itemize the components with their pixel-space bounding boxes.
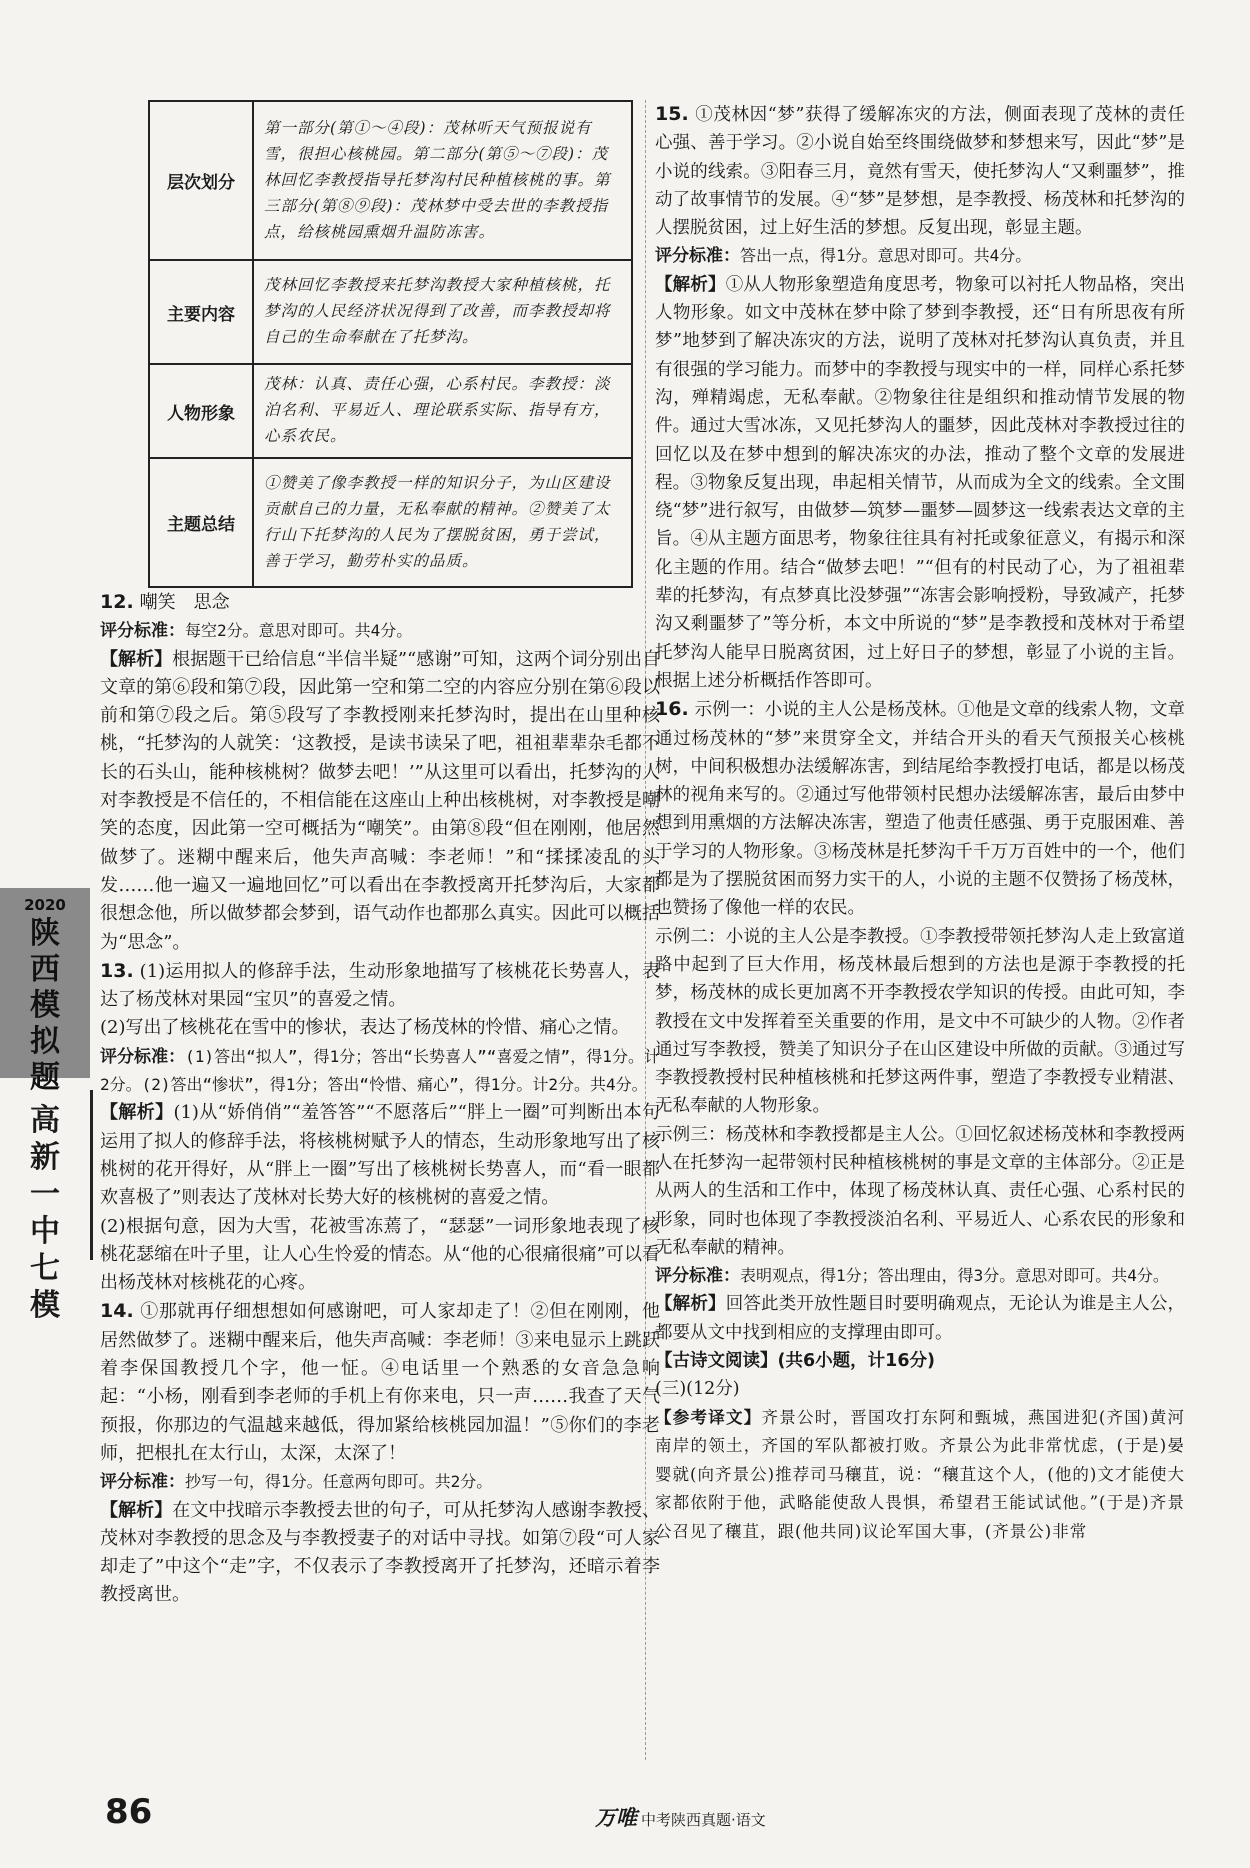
- q16-standard-label: 评分标准：: [655, 1266, 740, 1287]
- sidebar-school-text: 高新一中七模: [30, 1103, 60, 1323]
- q14-analysis-label: 【解析】: [100, 1499, 173, 1521]
- footer-title: 中考陕西真题·语文: [641, 1811, 766, 1829]
- q12-number: 12.: [100, 591, 134, 613]
- sidebar-rule: [90, 1090, 93, 1260]
- q16-example-2: 示例二：小说的主人公是李教授。①李教授带领托梦沟人走上致富道路中起到了巨大作用，杨茂林最后想到的方法也是源于李教授的托梦，杨茂林的成长更加离不开李教授农学知识的传授。由此可知，李教授在文中发挥着至关重要的作用，是文中不可缺少的人物。②作者通过写李教授，赞美了知识分子在山区建设中所做的贡献。③通过写李教授教授村民种植核桃和托梦这两件事，塑造了李教授专业精湛、无私奉献的人物形象。: [655, 926, 1185, 1117]
- table-row: [149, 260, 632, 364]
- q14-answer: ①那就再仔细想想如何感谢吧，可人家却走了！②但在刚刚，他居然做梦了。迷糊中醒来后，他失声高喊：李老师！③来电显示上跳跃着李保国教授几个字，他一怔。④电话里一个熟悉的女音急急响起：“小杨，刚看到李老师的手机上有你来电，只一声……我查了天气预报，你那边的气温越来越低，得加紧给核桃园加温！”⑤你们的李老师，把根扎在太行山，太深，太深了！: [100, 1301, 660, 1464]
- section-title: 【古诗文阅读】(共6小题，计16分): [655, 1351, 936, 1372]
- translation-text: 齐景公时，晋国攻打东阿和甄城，燕国进犯(齐国)黄河南岸的领土，齐国的军队都被打败。齐景公为此非常忧虑，(于是)晏婴就(向齐景公)推荐司马穰苴，说：“穰苴这个人，(他的)文才能使大家都依附于他，武略能使敌人畏惧，希望君王能试试他。”(于是)齐景公召见了穰苴，跟(他共同)议论军国大事，(齐景公)非常: [655, 1407, 1186, 1541]
- q16-number: 16.: [655, 698, 689, 721]
- table-cell: 第一部分(第①～④段)：茂林听天气预报说有雪，很担心核桃园。第二部分(第⑤～⑦段)：茂林回忆李教授指导托梦沟村民种植核桃的事。第三部分(第⑧⑨段)：茂林梦中受去世的李教授指点，给核桃园熏烟升温防冻害。: [253, 101, 632, 260]
- q14-number: 14.: [100, 1300, 134, 1323]
- q15-number: 15.: [655, 103, 689, 125]
- page-number: 86: [105, 1792, 153, 1832]
- classical-section: [655, 1347, 1185, 1546]
- translation-label: 【参考译文】: [655, 1407, 762, 1427]
- table-row: [149, 101, 632, 260]
- q15-answer: ①茂林因“梦”获得了缓解冻灾的方法，侧面表现了茂林的责任心强、善于学习。②小说自始至终围绕做梦和梦想来写，因此“梦”是小说的线索。③阳春三月，竟然有雪天，使托梦沟人“又剩噩梦”，推动了故事情节的发展。④“梦”是梦想，是李教授、杨茂林和托梦沟的人摆脱贫困，过上好生活的梦想。反复出现，彰显主题。: [655, 105, 1185, 239]
- q13-standard: (1)答出“拟人”，得1分；答出“长势喜人”“喜爱之情”，得1分。计2分。(2)答出“惨状”，得1分；答出“怜惜、痛心”，得1分。计2分。共4分。: [100, 1046, 661, 1095]
- question-12: [100, 588, 660, 957]
- question-16: [655, 695, 1185, 1347]
- table-cell: 茂林：认真、责任心强，心系村民。李教授：淡泊名利、平易近人、理论联系实际、指导有方，心系农民。: [253, 364, 632, 458]
- right-column: [655, 100, 1185, 1546]
- q13-analysis-1: (1)从“娇俏俏”“羞答答”“不愿落后”“胖上一圈”可判断出本句运用了拟人的修辞手法，将核桃树赋予人的情态，生动形象地写出了核桃树的花开得好，从“胖上一圈”写出了核桃树长势喜人，而“看一眼都欢喜极了”则表达了茂林对长势大好的核桃树的喜爱之情。: [100, 1102, 660, 1209]
- table-cell: ①赞美了像李教授一样的知识分子，为山区建设贡献自己的力量，无私奉献的精神。②赞美了太行山下托梦沟的人民为了摆脱贫困，勇于尝试，善于学习，勤劳朴实的品质。: [253, 458, 632, 587]
- sidebar-label: 陕西模拟题: [30, 916, 60, 1095]
- brand-logo: 万唯: [595, 1806, 637, 1830]
- section-subtitle: (三)(12分): [655, 1379, 740, 1400]
- sidebar-tab: [0, 888, 90, 1095]
- q12-standard: 每空2分。意思对即可。共4分。: [185, 621, 413, 641]
- q13-number: 13.: [100, 959, 134, 982]
- footer: [595, 1802, 766, 1832]
- q13-answer-1: (1)运用拟人的修辞手法，生动形象地描写了核桃花长势喜人，表达了杨茂林对果园“宝贝”的喜爱之情。: [100, 960, 660, 1011]
- left-column: [100, 100, 660, 1610]
- question-15: [655, 100, 1185, 695]
- outline-table: [148, 100, 633, 588]
- q12-answer: 嘲笑 思念: [139, 592, 230, 613]
- table-cell: 茂林回忆李教授来托梦沟教授大家种植核桃，托梦沟的人民经济状况得到了改善，而李教授却将自己的生命奉献在了托梦沟。: [253, 260, 632, 364]
- sidebar-school: [0, 1102, 90, 1324]
- table-row: [149, 458, 632, 587]
- q13-standard-label: 评分标准：: [100, 1046, 186, 1067]
- table-label: 层次划分: [149, 101, 253, 260]
- table-row: [149, 364, 632, 458]
- q16-example-1: 示例一：小说的主人公是杨茂林。①他是文章的线索人物，文章通过杨茂林的“梦”来贯穿全文，并结合开头的看天气预报关心核桃树，中间积极想办法缓解冻害，到结尾给李教授打电话，都是以杨茂林的视角来写的。②通过写他带领村民想办法缓解冻害，最后由梦中想到用熏烟的方法解决冻害，塑造了他责任感强、勇于克服困难、善于学习的人物形象。③杨茂林是托梦沟千千万万百姓中的一个，他们都是为了摆脱贫困而努力实干的人，小说的主题不仅赞扬了杨茂林，也赞扬了像他一样的农民。: [655, 700, 1185, 919]
- table-label: 人物形象: [149, 364, 253, 458]
- table-label: 主要内容: [149, 260, 253, 364]
- q15-analysis: ①从人物形象塑造角度思考，物象可以衬托人物品格，突出人物形象。如文中茂林在梦中除了梦到李教授，还“日有所思夜有所梦”地梦到了解决冻灾的方法，说明了茂林对托梦沟认真负责，并且有很强的学习能力。而梦中的李教授与现实中的一样，同样心系托梦沟，殚精竭虑，无私奉献。②物象往往是组织和推动情节发展的物件。通过大雪冰冻，又见托梦沟人的噩梦，因此茂林对李教授过往的回忆以及在梦中想到的解决冻灾的办法，推动了整个文章的发展进程。③物象反复出现，串起相关情节，从而成为全文的线索。全文围绕“梦”进行叙写，由做梦—筑梦—噩梦—圆梦这一线索表达文章的主旨。④从主题方面思考，物象往往具有衬托或象征意义，有揭示和深化主题的作用。结合“做梦去吧！”“但有的村民动了心，为了祖祖辈辈的托梦沟，有点梦真比没梦强”“冻害会影响授粉，导致减产，托梦沟又剩噩梦了”等分析，本文中所说的“梦”是李教授和茂林对于希望托梦沟人能早日脱离贫困，过上好日子的梦想，彰显了小说的主旨。根据上述分析概括作答即可。: [655, 274, 1186, 691]
- q12-analysis-label: 【解析】: [100, 648, 173, 670]
- q13-analysis-label: 【解析】: [100, 1102, 174, 1124]
- q16-analysis-label: 【解析】: [655, 1294, 726, 1315]
- q16-standard: 表明观点，得1分；答出理由，得3分。意思对即可。共4分。: [740, 1266, 1169, 1286]
- q14-analysis: 在文中找暗示李教授去世的句子，可从托梦沟人感谢李教授、茂林对李教授的思念及与李教授妻子的对话中寻找。如第⑦段“可人家却走了”中这个“走”字，不仅表示了李教授离开了托梦沟，还暗示着李教授离世。: [100, 1499, 661, 1606]
- q15-standard: 答出一点，得1分。意思对即可。共4分。: [740, 246, 1032, 266]
- q15-analysis-label: 【解析】: [655, 274, 726, 295]
- q15-standard-label: 评分标准：: [655, 246, 740, 267]
- question-13: [100, 957, 660, 1298]
- q16-example-3: 示例三：杨茂林和李教授都是主人公。①回忆叙述杨茂林和李教授两人在托梦沟一起带领村民种植核桃树的事是文章的主体部分。②正是从两人的生活和工作中，体现了杨茂林认真、责任心强、心系村民的形象，同时也体现了李教授淡泊名利、平易近人、心系农民的形象和无私奉献的精神。: [655, 1124, 1185, 1258]
- q16-analysis: 回答此类开放性题目时要明确观点，无论认为谁是主人公，都要从文中找到相应的支撑理由即可。: [655, 1294, 1186, 1343]
- q12-standard-label: 评分标准：: [100, 621, 185, 642]
- q13-analysis-2: (2)根据句意，因为大雪，花被雪冻蔫了，“瑟瑟”一词形象地表现了核桃花瑟缩在叶子里，让人心生怜爱的情态。从“他的心很痛很痛”可以看出杨茂林对核桃花的心疼。: [100, 1215, 660, 1294]
- q13-answer-2: (2)写出了核桃花在雪中的惨状，表达了杨茂林的怜惜、痛心之情。: [100, 1017, 630, 1039]
- q12-analysis: 根据题干已给信息“半信半疑”“感谢”可知，这两个词分别出自文章的第⑥段和第⑦段，因此第一空和第二空的内容应分别在第⑥段以前和第⑦段之后。第⑤段写了李教授刚来托梦沟时，提出在山里种核桃，“托梦沟的人就笑：‘这教授，是读书读呆了吧，祖祖辈辈杂毛都不长的石头山，能种核桃树？做梦去吧！’”从这里可以看出，托梦沟的人对李教授是不信任的，不相信能在这座山上种出核桃树，对李教授是嘲笑的态度，因此第一空可概括为“嘲笑”。由第⑧段“但在刚刚，他居然做梦了。迷糊中醒来后，他失声高喊：李老师！”和“揉揉凌乱的头发……他一遍又一遍地回忆”可以看出在李教授离开托梦沟后，大家都很想念他，所以做梦都会梦到，语气动作也都那么真实。因此可以概括为“思念”。: [100, 648, 660, 953]
- table-label: 主题总结: [149, 458, 253, 587]
- sidebar-year: 2020: [24, 896, 66, 914]
- q14-standard-label: 评分标准：: [100, 1472, 185, 1493]
- q14-standard: 抄写一句，得1分。任意两句即可。共2分。: [185, 1472, 493, 1492]
- question-14: [100, 1297, 660, 1609]
